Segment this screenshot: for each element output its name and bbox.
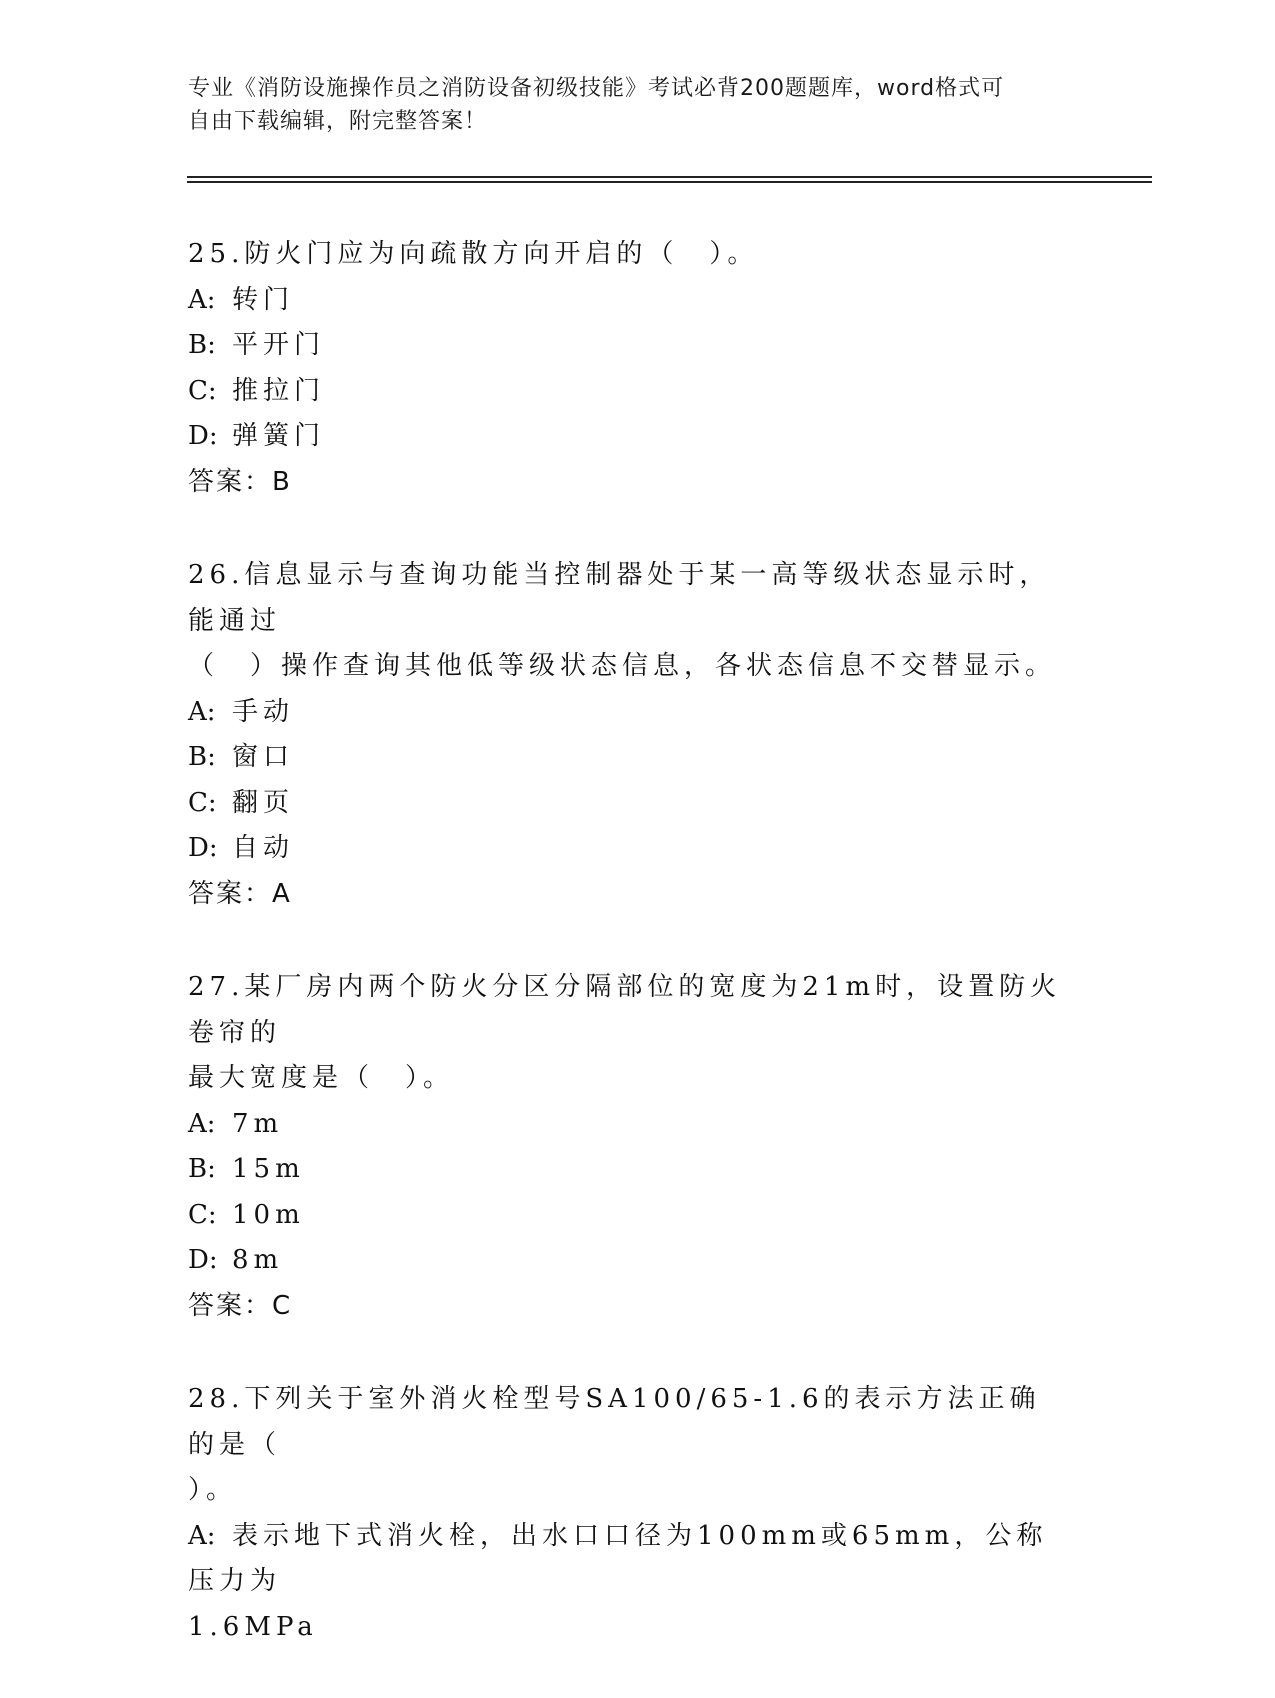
option-text: 推拉门	[232, 375, 326, 406]
option-letter: D:	[188, 1245, 218, 1275]
option-letter: C:	[188, 1199, 217, 1230]
option-text: 15m	[232, 1154, 305, 1184]
option-d	[188, 414, 1068, 460]
option-a	[188, 1102, 1068, 1148]
option-letter: D:	[188, 421, 218, 451]
header-line-2: 自由下载编辑，附完整答案！	[188, 109, 488, 134]
question-list	[188, 232, 1068, 1698]
question-27	[188, 965, 1068, 1329]
answer-label: 答案：	[188, 1290, 273, 1321]
answer-value: B	[272, 466, 291, 497]
answer-label: 答案：	[188, 466, 273, 497]
option-letter: B:	[188, 742, 216, 772]
option-letter: B:	[188, 1154, 216, 1184]
header-divider-top	[187, 176, 1152, 178]
option-c	[188, 1193, 1068, 1239]
option-letter: A:	[188, 1108, 216, 1139]
option-letter: C:	[188, 787, 217, 818]
answer-line	[188, 460, 1068, 506]
header-divider-bottom	[187, 181, 1152, 183]
option-text: 10m	[232, 1199, 305, 1230]
option-text: 转门	[232, 284, 295, 315]
option-text: 翻页	[232, 787, 295, 818]
question-text: 28.下列关于室外消火栓型号SA100/65-1.6的表示方法正确的是（	[188, 1384, 1041, 1460]
option-a	[188, 1514, 1068, 1605]
question-text: ）。	[188, 1475, 238, 1505]
option-b	[188, 1147, 1068, 1193]
option-text: 7m	[232, 1108, 284, 1139]
option-c	[188, 781, 1068, 827]
answer-line	[188, 872, 1068, 918]
question-text: 25.防火门应为向疏散方向开启的（ ）。	[188, 239, 759, 269]
option-b	[188, 323, 1068, 369]
option-continuation: 1.6MPa	[188, 1611, 318, 1642]
answer-label: 答案：	[188, 878, 273, 909]
question-text: 最大宽度是（ ）。	[188, 1063, 455, 1093]
answer-value: A	[272, 878, 291, 909]
option-text: 表示地下式消火栓，出水口口径为100mm或65mm，公称压力为	[188, 1520, 1048, 1596]
question-text: （ ）操作查询其他低等级状态信息，各状态信息不交替显示。	[188, 651, 1057, 681]
question-25	[188, 232, 1068, 505]
option-text: 8m	[232, 1245, 284, 1275]
option-a	[188, 690, 1068, 736]
option-text: 平开门	[232, 330, 326, 360]
option-d	[188, 826, 1068, 872]
option-text: 弹簧门	[232, 421, 326, 451]
option-letter: A:	[188, 696, 216, 727]
option-letter: C:	[188, 375, 217, 406]
header-line-1: 专业《消防设施操作员之消防设备初级技能》考试必背200题题库，word格式可	[188, 76, 1005, 101]
question-28	[188, 1377, 1068, 1650]
answer-line	[188, 1284, 1068, 1330]
option-letter: A:	[188, 1520, 216, 1551]
option-letter: B:	[188, 330, 216, 360]
option-d	[188, 1238, 1068, 1284]
option-text: 窗口	[232, 742, 295, 772]
option-text: 手动	[232, 696, 295, 727]
question-text: 27.某厂房内两个防火分区分隔部位的宽度为21m时，设置防火卷帘的	[188, 972, 1062, 1048]
option-a	[188, 278, 1068, 324]
option-text: 自动	[232, 833, 295, 863]
question-text: 26.信息显示与查询功能当控制器处于某一高等级状态显示时，能通过	[188, 560, 1051, 636]
document-header	[188, 72, 1068, 138]
option-c	[188, 369, 1068, 415]
question-26	[188, 553, 1068, 917]
option-letter: D:	[188, 833, 218, 863]
answer-value: C	[272, 1290, 292, 1321]
option-b	[188, 735, 1068, 781]
option-letter: A:	[188, 284, 216, 315]
